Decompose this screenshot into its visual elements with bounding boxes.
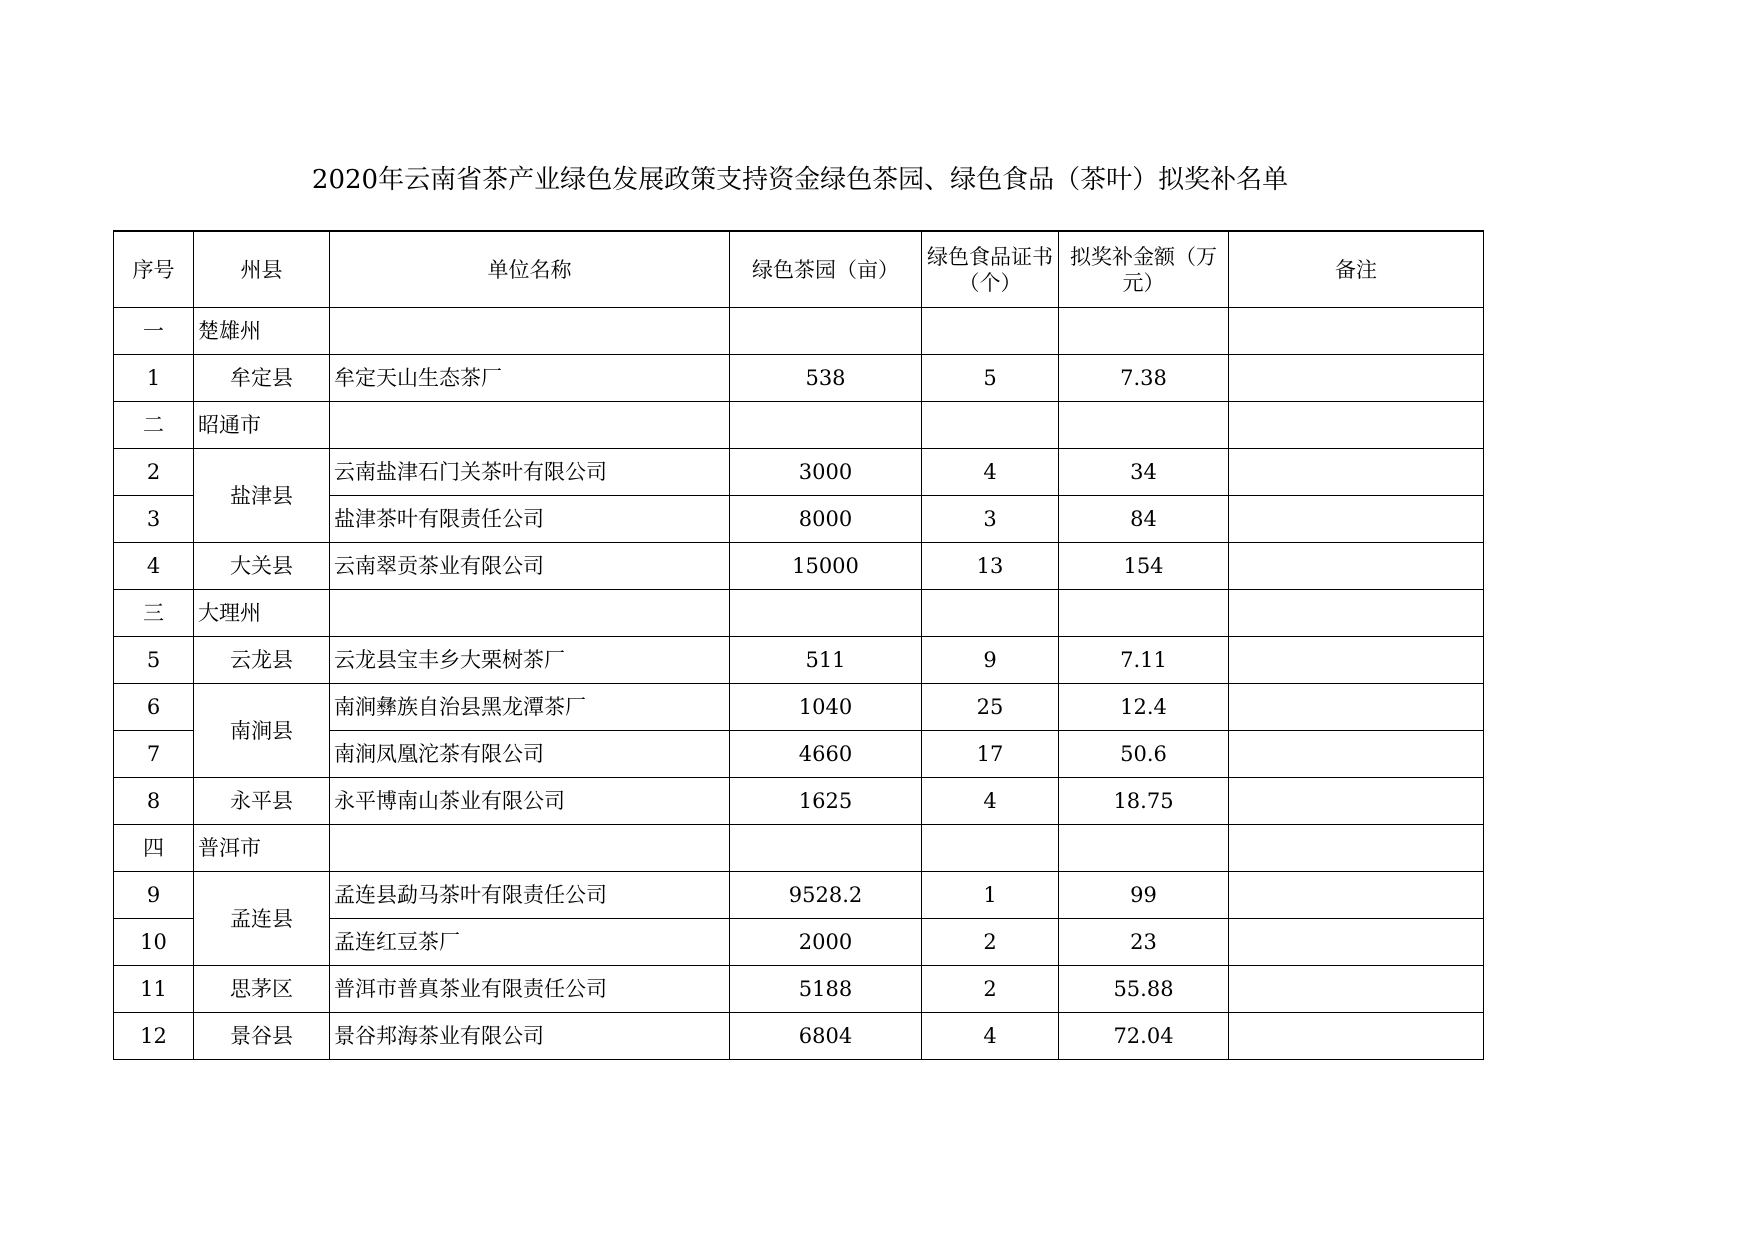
header-subsidy: 拟奖补金额（万元） xyxy=(1059,231,1229,308)
row-subsidy: 154 xyxy=(1059,543,1229,590)
row-seq: 5 xyxy=(114,637,194,684)
row-cert: 4 xyxy=(922,778,1059,825)
row-seq: 7 xyxy=(114,731,194,778)
row-remark xyxy=(1229,731,1484,778)
row-remark xyxy=(1229,966,1484,1013)
row-subsidy: 55.88 xyxy=(1059,966,1229,1013)
table-row xyxy=(114,684,1484,731)
row-county: 景谷县 xyxy=(194,1013,330,1060)
row-subsidy: 18.75 xyxy=(1059,778,1229,825)
row-cert: 4 xyxy=(922,449,1059,496)
row-remark xyxy=(1229,1013,1484,1060)
row-county: 永平县 xyxy=(194,778,330,825)
row-cert: 5 xyxy=(922,355,1059,402)
row-subsidy: 84 xyxy=(1059,496,1229,543)
row-garden: 538 xyxy=(730,355,922,402)
row-garden: 4660 xyxy=(730,731,922,778)
row-seq: 2 xyxy=(114,449,194,496)
row-subsidy: 12.4 xyxy=(1059,684,1229,731)
row-cert: 13 xyxy=(922,543,1059,590)
group-row xyxy=(114,590,1484,637)
row-remark xyxy=(1229,449,1484,496)
row-garden: 3000 xyxy=(730,449,922,496)
header-remark: 备注 xyxy=(1229,231,1484,308)
row-county: 孟连县 xyxy=(194,872,330,966)
row-seq: 11 xyxy=(114,966,194,1013)
row-county: 牟定县 xyxy=(194,355,330,402)
row-cert: 9 xyxy=(922,637,1059,684)
row-cert: 1 xyxy=(922,872,1059,919)
header-row xyxy=(114,231,1484,308)
table-row xyxy=(114,872,1484,919)
group-name: 楚雄州 xyxy=(194,308,330,355)
document-title: 2020年云南省茶产业绿色发展政策支持资金绿色茶园、绿色食品（茶叶）拟奖补名单 xyxy=(311,165,1289,195)
group-name: 普洱市 xyxy=(194,825,330,872)
header-cert: 绿色食品证书（个） xyxy=(922,231,1059,308)
header-garden: 绿色茶园（亩） xyxy=(730,231,922,308)
group-seq: 三 xyxy=(114,590,194,637)
header-county: 州县 xyxy=(194,231,330,308)
row-subsidy: 72.04 xyxy=(1059,1013,1229,1060)
row-seq: 12 xyxy=(114,1013,194,1060)
group-name: 大理州 xyxy=(194,590,330,637)
row-unit: 云南翠贡茶业有限公司 xyxy=(330,543,730,590)
row-garden: 1040 xyxy=(730,684,922,731)
row-unit: 云南盐津石门关茶叶有限公司 xyxy=(330,449,730,496)
row-subsidy: 99 xyxy=(1059,872,1229,919)
table-row xyxy=(114,637,1484,684)
row-garden: 511 xyxy=(730,637,922,684)
row-remark xyxy=(1229,355,1484,402)
table-row xyxy=(114,966,1484,1013)
row-remark xyxy=(1229,637,1484,684)
row-county: 大关县 xyxy=(194,543,330,590)
row-cert: 2 xyxy=(922,919,1059,966)
row-unit: 孟连红豆茶厂 xyxy=(330,919,730,966)
row-remark xyxy=(1229,778,1484,825)
group-seq: 一 xyxy=(114,308,194,355)
row-unit: 牟定天山生态茶厂 xyxy=(330,355,730,402)
row-seq: 9 xyxy=(114,872,194,919)
row-garden: 2000 xyxy=(730,919,922,966)
row-unit: 孟连县勐马茶叶有限责任公司 xyxy=(330,872,730,919)
row-seq: 1 xyxy=(114,355,194,402)
row-subsidy: 34 xyxy=(1059,449,1229,496)
group-row xyxy=(114,825,1484,872)
row-garden: 9528.2 xyxy=(730,872,922,919)
row-county: 南涧县 xyxy=(194,684,330,778)
row-subsidy: 23 xyxy=(1059,919,1229,966)
table-row xyxy=(114,355,1484,402)
group-seq: 四 xyxy=(114,825,194,872)
row-garden: 15000 xyxy=(730,543,922,590)
table-row xyxy=(114,1013,1484,1060)
table-row xyxy=(114,778,1484,825)
row-subsidy: 50.6 xyxy=(1059,731,1229,778)
row-seq: 6 xyxy=(114,684,194,731)
row-garden: 6804 xyxy=(730,1013,922,1060)
award-table xyxy=(113,230,1484,1060)
row-cert: 2 xyxy=(922,966,1059,1013)
row-remark xyxy=(1229,919,1484,966)
row-remark xyxy=(1229,684,1484,731)
row-unit: 云龙县宝丰乡大栗树茶厂 xyxy=(330,637,730,684)
row-unit: 永平博南山茶业有限公司 xyxy=(330,778,730,825)
header-unit: 单位名称 xyxy=(330,231,730,308)
row-seq: 4 xyxy=(114,543,194,590)
group-row xyxy=(114,402,1484,449)
row-unit: 景谷邦海茶业有限公司 xyxy=(330,1013,730,1060)
row-seq: 8 xyxy=(114,778,194,825)
row-county: 思茅区 xyxy=(194,966,330,1013)
header-seq: 序号 xyxy=(114,231,194,308)
row-cert: 17 xyxy=(922,731,1059,778)
row-county: 盐津县 xyxy=(194,449,330,543)
table-row xyxy=(114,449,1484,496)
row-subsidy: 7.38 xyxy=(1059,355,1229,402)
row-garden: 5188 xyxy=(730,966,922,1013)
row-garden: 1625 xyxy=(730,778,922,825)
row-cert: 3 xyxy=(922,496,1059,543)
row-remark xyxy=(1229,543,1484,590)
row-cert: 4 xyxy=(922,1013,1059,1060)
row-subsidy: 7.11 xyxy=(1059,637,1229,684)
row-unit: 南涧凤凰沱茶有限公司 xyxy=(330,731,730,778)
row-seq: 3 xyxy=(114,496,194,543)
row-garden: 8000 xyxy=(730,496,922,543)
row-remark xyxy=(1229,496,1484,543)
table-row xyxy=(114,543,1484,590)
row-cert: 25 xyxy=(922,684,1059,731)
row-unit: 南涧彝族自治县黑龙潭茶厂 xyxy=(330,684,730,731)
group-name: 昭通市 xyxy=(194,402,330,449)
group-seq: 二 xyxy=(114,402,194,449)
row-unit: 普洱市普真茶业有限责任公司 xyxy=(330,966,730,1013)
row-remark xyxy=(1229,872,1484,919)
row-unit: 盐津茶叶有限责任公司 xyxy=(330,496,730,543)
row-county: 云龙县 xyxy=(194,637,330,684)
group-row xyxy=(114,308,1484,355)
row-seq: 10 xyxy=(114,919,194,966)
